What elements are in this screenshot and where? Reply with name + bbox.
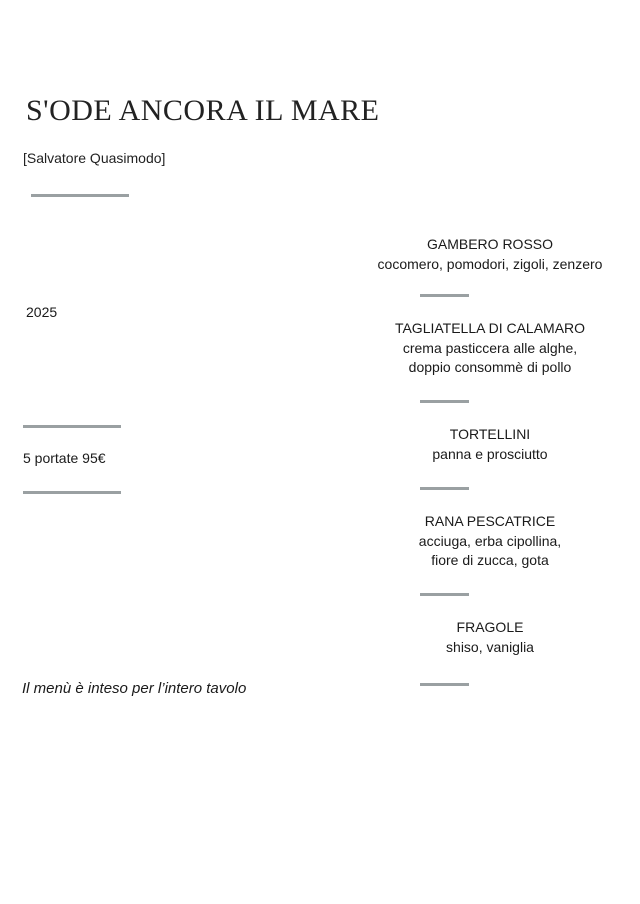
course-tortellini xyxy=(355,425,625,464)
course-name: TAGLIATELLA DI CALAMARO xyxy=(394,320,586,336)
divider-course-1 xyxy=(420,294,469,297)
course-name: GAMBERO ROSSO xyxy=(426,236,554,252)
menu-price: 5 portate 95€ xyxy=(23,450,106,466)
course-description: cocomero, pomodori, zigoli, zenzero xyxy=(377,255,603,272)
divider-price-top xyxy=(23,425,121,428)
course-description: panna e prosciutto xyxy=(432,445,548,462)
course-description: fiore di zucca, gota xyxy=(431,552,549,568)
course-name: TORTELLINI xyxy=(449,426,531,442)
course-tagliatella-di-calamaro xyxy=(355,319,625,378)
menu-subtitle: [Salvatore Quasimodo] xyxy=(23,150,166,166)
divider-price-bottom xyxy=(23,491,121,494)
course-name: FRAGOLE xyxy=(456,619,524,635)
course-name: RANA PESCATRICE xyxy=(424,513,556,529)
course-description: shiso, vaniglia xyxy=(446,638,534,655)
menu-note: Il menù è inteso per l’intero tavolo xyxy=(22,680,247,697)
divider-course-3 xyxy=(420,487,469,490)
menu-title: S'ODE ANCORA IL MARE xyxy=(26,94,380,127)
course-description: doppio consommè di pollo xyxy=(408,359,572,375)
course-description: crema pasticcera alle alghe, xyxy=(402,339,578,356)
course-rana-pescatrice xyxy=(355,512,625,571)
divider-left-top xyxy=(31,194,129,197)
course-fragole xyxy=(355,618,625,657)
divider-course-5 xyxy=(420,683,469,686)
menu-year: 2025 xyxy=(26,304,58,320)
course-description: acciuga, erba cipollina, xyxy=(418,532,562,549)
divider-course-2 xyxy=(420,400,469,403)
course-gambero-rosso xyxy=(355,235,625,274)
divider-course-4 xyxy=(420,593,469,596)
